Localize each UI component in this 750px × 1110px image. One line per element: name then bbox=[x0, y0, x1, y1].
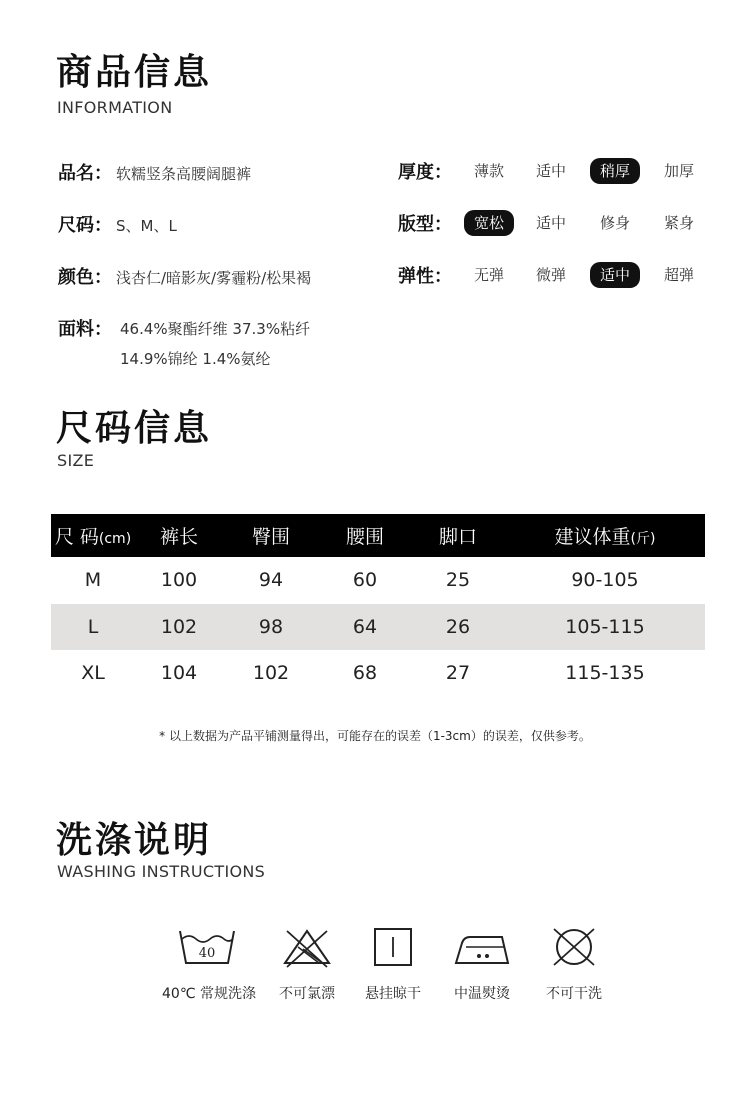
wash-item bbox=[262, 925, 352, 1003]
wash-item bbox=[348, 925, 438, 1003]
table-cell: 94 bbox=[258, 569, 284, 592]
product-info-subtitle: INFORMATION bbox=[57, 98, 173, 117]
table-cell: 68 bbox=[352, 662, 378, 685]
thickness-option: 薄款 bbox=[473, 162, 504, 180]
table-row bbox=[51, 650, 705, 697]
header-length: 裤长 bbox=[135, 514, 223, 557]
wash-40-icon bbox=[177, 925, 237, 969]
size-info-title: 尺码信息 bbox=[56, 408, 213, 449]
table-cell: 102 bbox=[252, 662, 290, 685]
header-hip: 臀围 bbox=[223, 514, 319, 557]
product-size-row bbox=[58, 211, 177, 237]
table-cell: 27 bbox=[445, 662, 471, 685]
hang-dry-icon bbox=[363, 925, 423, 969]
elasticity-row bbox=[398, 260, 694, 290]
table-row bbox=[51, 604, 705, 651]
wash-item bbox=[162, 925, 256, 1003]
fit-option: 宽松 bbox=[464, 210, 514, 236]
product-info-title: 商品信息 bbox=[56, 52, 213, 93]
table-cell: L bbox=[51, 604, 135, 651]
table-cell: M bbox=[84, 569, 102, 592]
wash-label: 中温熨烫 bbox=[454, 986, 510, 1002]
fit-option: 紧身 bbox=[663, 214, 694, 232]
table-cell: 115-135 bbox=[565, 662, 645, 685]
material-line-1: 46.4%聚酯纤维 37.3%粘纤 bbox=[120, 320, 311, 338]
thickness-option: 适中 bbox=[535, 162, 566, 180]
table-cell: 98 bbox=[223, 604, 319, 651]
table-cell: 64 bbox=[319, 604, 411, 651]
table-cell: 102 bbox=[135, 604, 223, 651]
washing-title: 洗涤说明 bbox=[56, 820, 213, 861]
table-cell: 60 bbox=[352, 569, 378, 592]
no-tumble-dry-icon bbox=[544, 925, 604, 969]
wash-item bbox=[437, 925, 527, 1003]
measurement-note: * 以上数据为产品平铺测量得出，可能存在的误差（1-3cm）的误差，仅供参考。 bbox=[159, 729, 591, 743]
product-material-row bbox=[58, 315, 112, 341]
product-size-label: 尺码： bbox=[58, 215, 112, 236]
product-color-value: 浅杏仁/暗影灰/雾霾粉/松果褐 bbox=[116, 269, 312, 287]
elasticity-option: 无弹 bbox=[473, 266, 504, 284]
size-table bbox=[51, 514, 705, 697]
size-table-header bbox=[51, 514, 705, 557]
table-cell: 26 bbox=[411, 604, 505, 651]
elasticity-option: 微弹 bbox=[535, 266, 566, 284]
thickness-option: 稍厚 bbox=[590, 158, 640, 184]
product-material-label: 面料： bbox=[58, 319, 112, 340]
header-waist: 腰围 bbox=[319, 514, 411, 557]
washing-subtitle: WASHING INSTRUCTIONS bbox=[57, 862, 266, 881]
thickness-option: 加厚 bbox=[663, 162, 694, 180]
product-size-value: S、M、L bbox=[116, 217, 177, 235]
fit-option: 修身 bbox=[599, 214, 630, 232]
elasticity-option: 适中 bbox=[590, 262, 640, 288]
header-weight: 建议体重(斤) bbox=[505, 514, 705, 557]
wash-temp-text: 40 bbox=[198, 946, 216, 961]
thickness-label: 厚度： bbox=[398, 162, 452, 183]
elasticity-label: 弹性： bbox=[398, 266, 452, 287]
product-name-label: 品名： bbox=[58, 163, 112, 184]
wash-label: 40℃ 常规洗涤 bbox=[162, 986, 256, 1002]
table-cell: 104 bbox=[160, 662, 198, 685]
product-color-row bbox=[58, 263, 311, 289]
table-row bbox=[51, 557, 705, 604]
thickness-row bbox=[398, 156, 694, 186]
material-line-2: 14.9%锦纶 1.4%氨纶 bbox=[120, 350, 271, 368]
table-cell: 100 bbox=[160, 569, 198, 592]
wash-label: 不可氯漂 bbox=[279, 986, 335, 1002]
product-name-value: 软糯竖条高腰阔腿裤 bbox=[116, 165, 252, 183]
elasticity-option: 超弹 bbox=[663, 266, 694, 284]
header-hem: 脚口 bbox=[411, 514, 505, 557]
wash-label: 悬挂晾干 bbox=[365, 986, 421, 1002]
no-bleach-icon bbox=[277, 925, 337, 969]
table-cell: 90-105 bbox=[571, 569, 639, 592]
table-cell: 25 bbox=[445, 569, 471, 592]
wash-item bbox=[529, 925, 619, 1003]
wash-label: 不可干洗 bbox=[546, 986, 602, 1002]
table-cell: 105-115 bbox=[505, 604, 705, 651]
size-info-subtitle: SIZE bbox=[57, 451, 95, 470]
fit-option: 适中 bbox=[535, 214, 566, 232]
table-cell: XL bbox=[81, 662, 105, 685]
product-name-row bbox=[58, 159, 251, 185]
product-color-label: 颜色： bbox=[58, 267, 112, 288]
fit-label: 版型： bbox=[398, 214, 452, 235]
iron-medium-icon bbox=[452, 925, 512, 969]
header-size: 尺 码(cm) bbox=[51, 514, 135, 557]
fit-row bbox=[398, 208, 694, 238]
